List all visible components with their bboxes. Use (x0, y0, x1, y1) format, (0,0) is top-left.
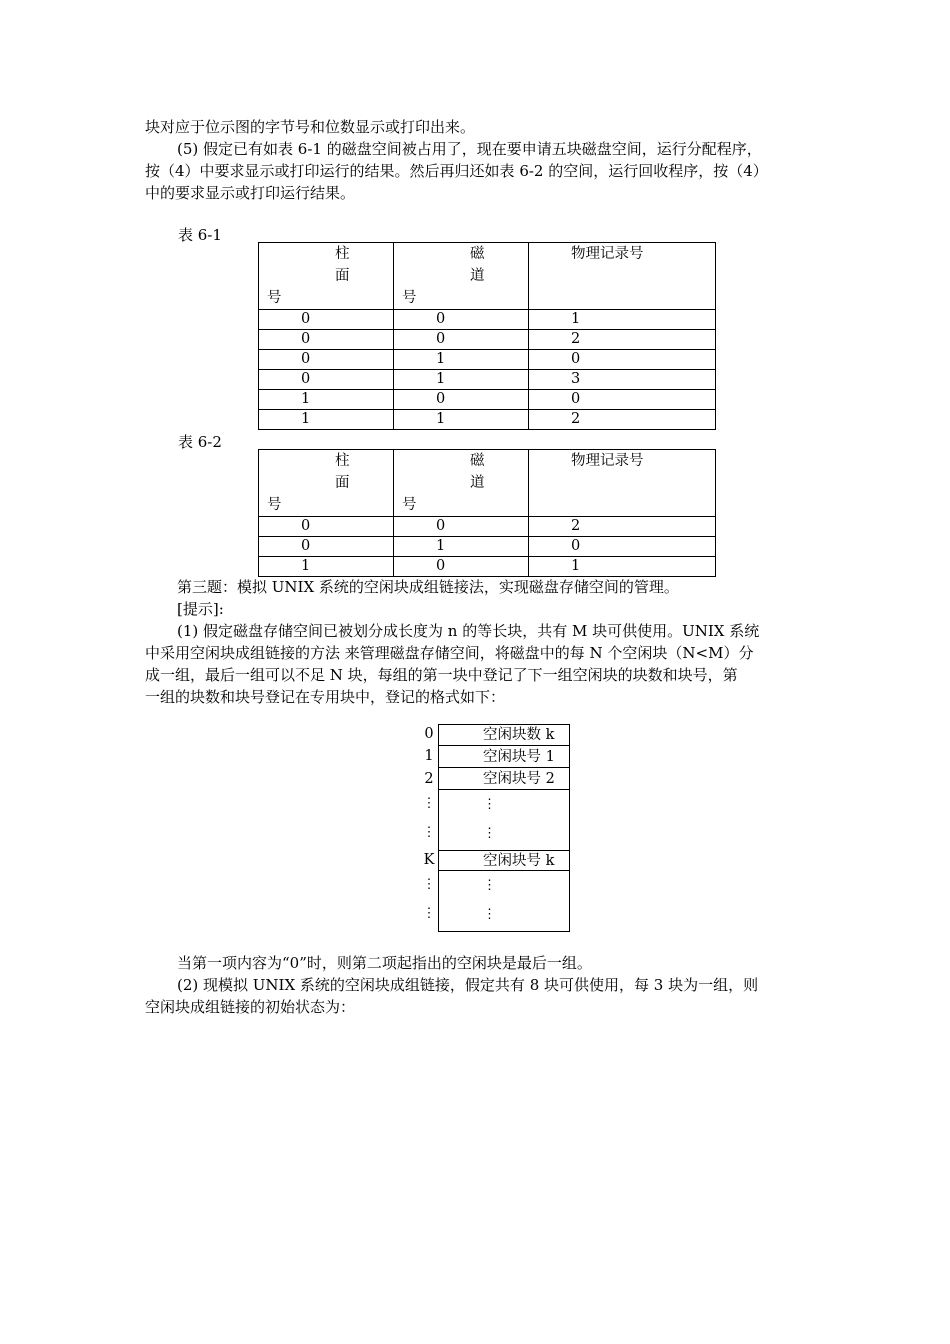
table-cell: 0 (529, 350, 716, 370)
section3 (145, 576, 810, 708)
table2-caption: 表 6-2 (178, 433, 222, 451)
structure-entry: 空闲块号 k (439, 850, 569, 871)
structure-index: 0 (424, 726, 434, 742)
table-header-row (259, 243, 716, 310)
text-line: 块对应于位示图的字节号和位数显示或打印出来。 (145, 118, 476, 136)
table-cell: 1 (529, 310, 716, 330)
table-cell: 0 (394, 390, 529, 410)
header-record: 物理记录号 (529, 450, 716, 517)
table-cell: 2 (529, 517, 716, 537)
table-6-2 (258, 449, 716, 577)
header-track: 磁道 号 (394, 243, 529, 310)
table-cell: 0 (259, 370, 394, 390)
table1-caption: 表 6-1 (178, 226, 222, 244)
table-cell: 0 (259, 330, 394, 350)
table-row (259, 330, 716, 350)
text-line: 成一组，最后一组可以不足 N 块，每组的第一块中登记了下一组空闲块的块数和块号，第 (145, 666, 738, 684)
table-6-1 (258, 242, 716, 430)
text-line: 空闲块成组链接的初始状态为： (145, 998, 356, 1016)
table-row (259, 370, 716, 390)
table-row (259, 537, 716, 557)
intro-paragraph (145, 116, 810, 204)
table-cell: 0 (259, 350, 394, 370)
table-row (259, 517, 716, 537)
table-row (259, 390, 716, 410)
table-cell: 0 (394, 330, 529, 350)
free-block-structure (438, 724, 570, 932)
text-line: (2) 现模拟 UNIX 系统的空闲块成组链接，假定共有 8 块可供使用，每 3 块为一组，则 (177, 976, 759, 994)
table-cell: 0 (259, 310, 394, 330)
table-row (259, 310, 716, 330)
table-row (259, 410, 716, 430)
table-cell: 3 (529, 370, 716, 390)
table-cell: 1 (259, 557, 394, 577)
text-line: 按（4）中要求显示或打印运行的结果。然后再归还如表 6-2 的空间，运行回收程序，按（4） (145, 162, 768, 180)
section-title: 第三题：模拟 UNIX 系统的空闲块成组链接法，实现磁盘存储空间的管理。 (177, 578, 679, 596)
table-cell: 0 (529, 537, 716, 557)
structure-entry: ⋮ (483, 826, 496, 841)
after-structure (145, 952, 810, 1018)
structure-index: ⋮ (422, 906, 436, 921)
table-cell: 1 (394, 370, 529, 390)
structure-index: 2 (424, 771, 434, 787)
structure-entry: ⋮ (483, 907, 496, 922)
table-cell: 0 (529, 390, 716, 410)
table-cell: 0 (394, 310, 529, 330)
table-cell: 1 (394, 350, 529, 370)
header-cylinder: 柱面 号 (259, 450, 394, 517)
table-cell: 2 (529, 330, 716, 350)
table-cell: 0 (259, 537, 394, 557)
structure-entry: 空闲块数 k (439, 725, 569, 746)
structure-index: ⋮ (422, 825, 436, 840)
structure-index: K (423, 852, 435, 868)
text-line: (5) 假定已有如表 6-1 的磁盘空间被占用了，现在要申请五块磁盘空间，运行分配程序， (177, 140, 762, 158)
hint-label: [提示]: (177, 600, 224, 618)
structure-index: ⋮ (422, 796, 436, 811)
table-cell: 1 (394, 537, 529, 557)
structure-entry: ⋮ (483, 797, 496, 812)
text-line: 中的要求显示或打印运行结果。 (145, 184, 356, 202)
structure-index: 1 (424, 748, 434, 764)
table-cell: 1 (259, 390, 394, 410)
table-cell: 1 (259, 410, 394, 430)
structure-index: ⋮ (422, 877, 436, 892)
structure-entry: 空闲块号 2 (439, 769, 569, 790)
table-row (259, 350, 716, 370)
text-line: 中采用空闲块成组链接的方法 来管理磁盘存储空间，将磁盘中的每 N 个空闲块（N<M）分 (145, 644, 754, 662)
header-track: 磁道 号 (394, 450, 529, 517)
table-header-row (259, 450, 716, 517)
table-cell: 2 (529, 410, 716, 430)
table-cell: 0 (394, 557, 529, 577)
table-row (259, 557, 716, 577)
table-cell: 1 (394, 410, 529, 430)
table-cell: 0 (394, 517, 529, 537)
table-cell: 0 (259, 517, 394, 537)
text-line: 一组的块数和块号登记在专用块中，登记的格式如下： (145, 688, 506, 706)
header-cylinder: 柱面 号 (259, 243, 394, 310)
text-line: (1) 假定磁盘存储空间已被划分成长度为 n 的等长块，共有 M 块可供使用。UNIX 系统 (177, 622, 760, 640)
structure-entry: 空闲块号 1 (439, 747, 569, 768)
note-line: 当第一项内容为“0”时，则第二项起指出的空闲块是最后一组。 (177, 954, 592, 972)
table-cell: 1 (529, 557, 716, 577)
header-record: 物理记录号 (529, 243, 716, 310)
structure-entry: ⋮ (483, 878, 496, 893)
